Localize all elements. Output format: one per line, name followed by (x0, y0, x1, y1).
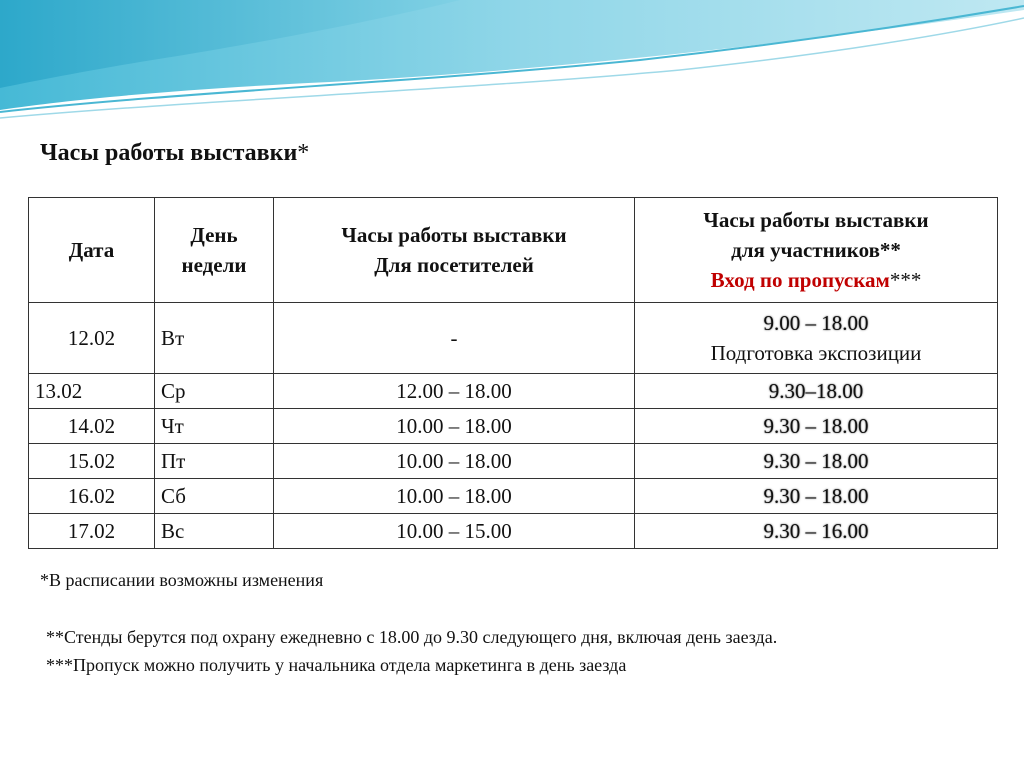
cell-visitors: 10.00 – 18.00 (274, 409, 635, 444)
cell-participants: 9.30 – 16.00 (635, 514, 998, 549)
table-row (29, 374, 998, 409)
cell-visitors: 10.00 – 18.00 (274, 479, 635, 514)
header-wave-decoration (0, 0, 1024, 125)
cell-visitors: - (274, 303, 635, 374)
cell-date: 12.02 (29, 303, 155, 374)
cell-visitors: 12.00 – 18.00 (274, 374, 635, 409)
cell-participants: 9.30–18.00 (635, 374, 998, 409)
cell-day: Пт (155, 444, 274, 479)
header-date: Дата (29, 198, 155, 303)
table-row (29, 303, 998, 374)
header-participants: Часы работы выставки для участников** Вход по пропускам*** (635, 198, 998, 303)
header-day: День недели (155, 198, 274, 303)
table-row (29, 514, 998, 549)
table-row (29, 409, 998, 444)
header-visitors: Часы работы выставки Для посетителей (274, 198, 635, 303)
cell-day: Чт (155, 409, 274, 444)
pass-entry-label: Вход по пропускам (710, 268, 890, 292)
footnote-stands-security: **Стенды берутся под охрану ежедневно с 18.00 до 9.30 следующего дня, включая день заезда. (46, 627, 778, 647)
page-title: Часы работы выставки* (40, 140, 310, 166)
table-header-row (29, 198, 998, 303)
schedule-table (28, 197, 998, 549)
prep-note: Подготовка экспозиции (710, 341, 922, 365)
footnote-pass: ***Пропуск можно получить у начальника отдела маркетинга в день заезда (46, 655, 627, 675)
table-row (29, 479, 998, 514)
cell-date: 17.02 (29, 514, 155, 549)
table-row (29, 444, 998, 479)
cell-participants: 9.30 – 18.00 (635, 444, 998, 479)
cell-date: 14.02 (29, 409, 155, 444)
cell-visitors: 10.00 – 18.00 (274, 444, 635, 479)
footnote-changes: *В расписании возможны изменения (40, 570, 324, 590)
cell-day: Ср (155, 374, 274, 409)
cell-day: Вс (155, 514, 274, 549)
cell-date: 16.02 (29, 479, 155, 514)
cell-date: 13.02 (29, 374, 155, 409)
cell-date: 15.02 (29, 444, 155, 479)
cell-day: Сб (155, 479, 274, 514)
cell-participants: 9.30 – 18.00 (635, 409, 998, 444)
cell-participants: 9.30 – 18.00 (635, 479, 998, 514)
cell-day: Вт (155, 303, 274, 374)
cell-participants: 9.00 – 18.00 Подготовка экспозиции (635, 303, 998, 374)
cell-visitors: 10.00 – 15.00 (274, 514, 635, 549)
